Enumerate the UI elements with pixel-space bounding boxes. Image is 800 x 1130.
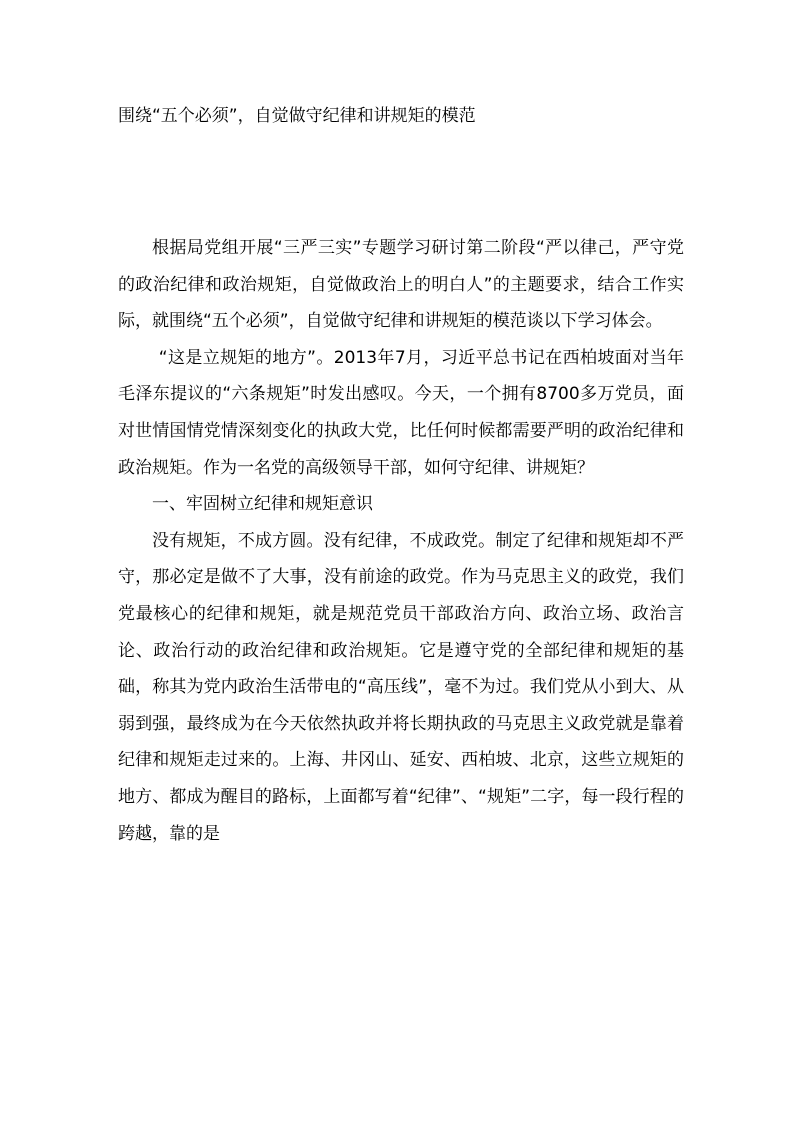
document-title: 围绕“五个必须”，自觉做守纪律和讲规矩的模范: [118, 106, 476, 126]
document-body: [118, 230, 684, 852]
paragraph-discipline: 没有规矩，不成方圆。没有纪律，不成政党。制定了纪律和规矩却不严守，那必定是做不了大事，没有前途的政党。作为马克思主义的政党，我们党最核心的纪律和规矩，就是规范党员干部政治方向、政治立场、政治言论、政治行动的政治纪律和政治规矩。它是遵守党的全部纪律和规矩的基础，称其为党内政治生活带电的“高压线”，毫不为过。我们党从小到大、从弱到强，最终成为在今天依然执政并将长期执政的马克思主义政党就是靠着纪律和规矩走过来的。上海、井冈山、延安、西柏坡、北京，这些立规矩的地方、都成为醒目的路标，上面都写着“纪律”、“规矩”二字，每一段行程的跨越，靠的是: [118, 530, 684, 844]
paragraph-intro: 根据局党组开展“三严三实”专题学习研讨第二阶段“严以律己，严守党的政治纪律和政治规矩，自觉做政治上的明白人”的主题要求，结合工作实际，就围绕“五个必须”，自觉做守纪律和讲规矩的模范谈以下学习体会。: [118, 238, 684, 332]
section-heading-1: 一、牢固树立纪律和规矩意识: [152, 494, 373, 515]
paragraph-xibaipo: “这是立规矩的地方”。2013年7月，习近平总书记在西柏坡面对当年毛泽东提议的“六条规矩”时发出感叹。今天，一个拥有8700多万党员，面对世情国情党情深刻变化的执政大党，比任何时候都需要严明的政治纪律和政治规矩。作为一名党的高级领导干部，如何守纪律、讲规矩？: [118, 347, 684, 478]
